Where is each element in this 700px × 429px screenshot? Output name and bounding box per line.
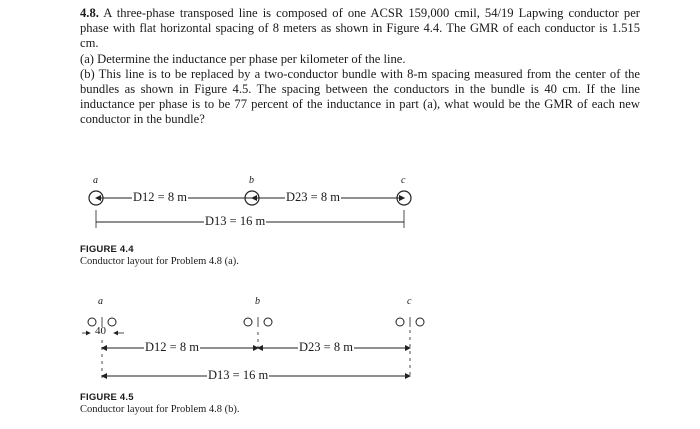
phase-c-label: c — [401, 175, 406, 186]
phase-a-label: a — [93, 175, 98, 186]
figure-4-5-caption: FIGURE 4.5 Conductor layout for Problem 4.8 (b). — [80, 392, 240, 415]
part-a: (a) Determine the inductance per phase per kilometer of the line. — [80, 51, 406, 66]
phase-b-label: b — [249, 175, 254, 186]
d13-label: D13 = 16 m — [205, 214, 266, 228]
figure-4-4 — [0, 172, 700, 282]
phase-b-label: b — [255, 296, 260, 307]
part-b: (b) This line is to be replaced by a two-conductor bundle with 8-m spacing measured from the center of the bundles as shown in Figure 4.5. The spacing between the conductors in the bundle is 40 cm. If the line inductance per phase is to be 77 percent of the inductance in part (a), what would be the GMR of each new conductor in the bundle? — [80, 66, 640, 127]
d12-label: D12 = 8 m — [133, 190, 187, 204]
d13-label: D13 = 16 m — [208, 368, 269, 382]
d23-label: D23 = 8 m — [286, 190, 340, 204]
phase-c-label: c — [407, 296, 412, 307]
figure-4-5 — [0, 296, 700, 426]
d12-label: D12 = 8 m — [145, 340, 199, 354]
d23-label: D23 = 8 m — [299, 340, 353, 354]
problem-number: 4.8. — [80, 6, 99, 20]
problem-text — [80, 6, 640, 128]
bundle-spacing-label: 40 — [95, 325, 106, 337]
problem-intro: 4.8. A three-phase transposed line is composed of one ACSR 159,000 cmil, 54/19 Lapwing conductor per phase with flat horizontal spacing of 8 meters as shown in Figure 4.4. The GMR of each conductor is 1.515 cm. — [80, 6, 640, 51]
phase-a-label: a — [98, 296, 103, 307]
figure-4-4-caption: FIGURE 4.4 Conductor layout for Problem 4.8 (a). — [80, 244, 239, 267]
